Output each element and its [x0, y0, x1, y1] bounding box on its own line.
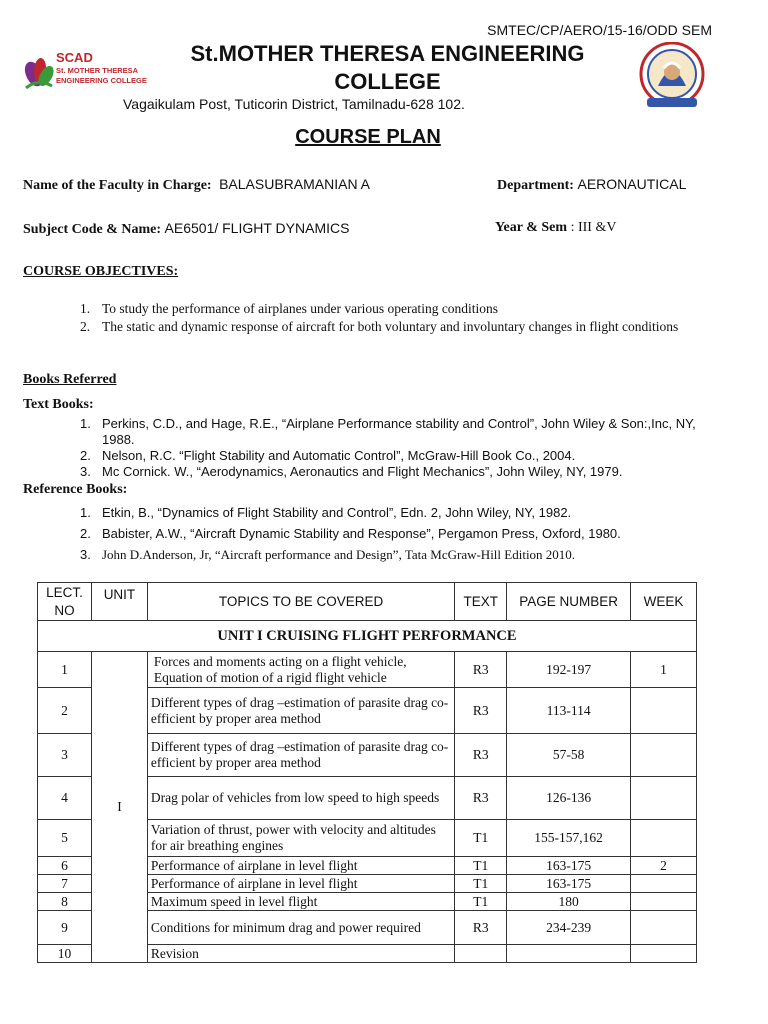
department-field	[497, 176, 686, 194]
item-number: 1.	[80, 301, 91, 316]
item-number: 3.	[80, 464, 91, 479]
list-item	[80, 416, 720, 448]
cell-topic: Performance of airplane in level flight	[147, 857, 454, 875]
item-text: The static and dynamic response of aircraft for both voluntary and involuntary changes in flight conditions	[102, 319, 679, 334]
college-address: Vagaikulam Post, Tuticorin District, Tamilnadu-628 102.	[123, 96, 465, 112]
logo-line3: ENGINEERING COLLEGE	[56, 76, 147, 85]
item-number: 2.	[80, 319, 91, 334]
table-header-row	[38, 583, 697, 621]
cell-week	[631, 893, 697, 911]
header-topics: TOPICS TO BE COVERED	[147, 583, 454, 621]
cell-week: 1	[631, 652, 697, 688]
list-item	[80, 464, 720, 480]
item-text: Mc Cornick. W., “Aerodynamics, Aeronautics and Flight Mechanics”, John Wiley, NY, 1979.	[102, 464, 623, 479]
department-label: Department:	[497, 178, 574, 193]
cell-week	[631, 777, 697, 820]
list-item	[80, 502, 720, 523]
cell-text: R3	[455, 652, 507, 688]
cell-topic: Performance of airplane in level flight	[147, 875, 454, 893]
cell-text: R3	[455, 911, 507, 945]
cell-week	[631, 911, 697, 945]
year-sem-label: Year & Sem	[495, 220, 568, 235]
header-text: TEXT	[455, 583, 507, 621]
cell-topic: Revision	[147, 945, 454, 963]
document-code: SMTEC/CP/AERO/15-16/ODD SEM	[487, 22, 712, 38]
text-books-list	[80, 416, 720, 480]
reference-books-list	[80, 502, 720, 565]
cell-lect-no: 10	[38, 945, 92, 963]
cell-page: 163-175	[507, 857, 631, 875]
lecture-plan-table	[37, 582, 697, 963]
cell-page: 163-175	[507, 875, 631, 893]
cell-week	[631, 820, 697, 857]
item-text: To study the performance of airplanes under various operating conditions	[102, 301, 499, 316]
list-item	[80, 544, 720, 565]
books-heading: Books Referred	[23, 372, 117, 387]
cell-topic: Different types of drag –estimation of parasite drag co-efficient by proper area method	[147, 688, 454, 734]
unit-title-row	[38, 621, 697, 652]
item-text: Babister, A.W., “Aircraft Dynamic Stability and Response”, Pergamon Press, Oxford, 1980.	[102, 526, 621, 541]
cell-page: 155-157,162	[507, 820, 631, 857]
item-number: 2.	[80, 526, 91, 541]
item-text: John D.Anderson, Jr, “Aircraft performance and Design”, Tata McGraw-Hill Edition 2010.	[102, 547, 576, 562]
cell-unit: I	[91, 652, 147, 963]
item-number: 2.	[80, 448, 91, 463]
cell-week	[631, 688, 697, 734]
cell-text: R3	[455, 688, 507, 734]
cell-page: 113-114	[507, 688, 631, 734]
cell-text: T1	[455, 893, 507, 911]
cell-text	[455, 945, 507, 963]
college-seal-right	[623, 42, 721, 110]
item-text: Perkins, C.D., and Hage, R.E., “Airplane Performance stability and Control”, John Wiley & Son:,Inc, NY, 1988.	[102, 416, 696, 447]
faculty-field	[23, 176, 370, 194]
item-number: 1.	[80, 416, 91, 431]
cell-lect-no: 3	[38, 734, 92, 777]
list-item	[80, 318, 690, 336]
cell-text: T1	[455, 875, 507, 893]
item-text: Nelson, R.C. “Flight Stability and Automatic Control”, McGraw-Hill Book Co., 2004.	[102, 448, 576, 463]
faculty-label: Name of the Faculty in Charge:	[23, 178, 212, 193]
cell-page: 234-239	[507, 911, 631, 945]
item-number: 3.	[80, 547, 91, 562]
cell-lect-no: 2	[38, 688, 92, 734]
objectives-heading: COURSE OBJECTIVES:	[23, 264, 179, 279]
item-text: Etkin, B., “Dynamics of Flight Stability and Control”, Edn. 2, John Wiley, NY, 1982.	[102, 505, 572, 520]
cell-week	[631, 875, 697, 893]
cell-page: 192-197	[507, 652, 631, 688]
college-name: St.MOTHER THERESA ENGINEERING COLLEGE	[190, 41, 585, 94]
header-lect-no: LECT. NO	[38, 583, 92, 621]
cell-lect-no: 9	[38, 911, 92, 945]
logo-line2: St. MOTHER THERESA	[56, 66, 139, 75]
objectives-list	[80, 300, 690, 336]
faculty-value: BALASUBRAMANIAN A	[219, 176, 371, 192]
header-page-number: PAGE NUMBER	[507, 583, 631, 621]
cell-topic: Maximum speed in level flight	[147, 893, 454, 911]
year-sem-value: : III &V	[570, 220, 617, 235]
reference-books-label: Reference Books:	[23, 482, 128, 497]
subject-label: Subject Code & Name:	[23, 222, 162, 237]
subject-field	[23, 220, 349, 238]
cell-topic: Variation of thrust, power with velocity and altitudes for air breathing engines	[147, 820, 454, 857]
seal-emblem-icon	[623, 42, 721, 110]
department-value: AERONAUTICAL	[577, 176, 687, 192]
cell-lect-no: 7	[38, 875, 92, 893]
table-row	[38, 652, 697, 688]
list-item	[80, 448, 720, 464]
cell-topic: Different types of drag –estimation of parasite drag co-efficient by proper area method	[147, 734, 454, 777]
header-week: WEEK	[631, 583, 697, 621]
cell-text: T1	[455, 820, 507, 857]
cell-page: 180	[507, 893, 631, 911]
cell-page: 57-58	[507, 734, 631, 777]
logo-line1: SCAD	[56, 50, 93, 65]
cell-lect-no: 5	[38, 820, 92, 857]
cell-topic: Conditions for minimum drag and power required	[147, 911, 454, 945]
list-item	[80, 523, 720, 544]
cell-page	[507, 945, 631, 963]
college-logo-left	[22, 48, 147, 96]
header-unit: UNIT	[91, 583, 147, 621]
text-books-label: Text Books:	[23, 397, 94, 412]
cell-week: 2	[631, 857, 697, 875]
list-item	[80, 300, 690, 318]
cell-lect-no: 8	[38, 893, 92, 911]
cell-lect-no: 1	[38, 652, 92, 688]
cell-text: R3	[455, 734, 507, 777]
cell-lect-no: 6	[38, 857, 92, 875]
cell-week	[631, 734, 697, 777]
cell-text: R3	[455, 777, 507, 820]
unit-title: UNIT I CRUISING FLIGHT PERFORMANCE	[38, 621, 697, 652]
page-title: COURSE PLAN	[295, 126, 441, 148]
cell-week	[631, 945, 697, 963]
subject-value: AE6501/ FLIGHT DYNAMICS	[164, 220, 350, 236]
cell-lect-no: 4	[38, 777, 92, 820]
cell-page: 126-136	[507, 777, 631, 820]
cell-text: T1	[455, 857, 507, 875]
cell-topic: Drag polar of vehicles from low speed to high speeds	[147, 777, 454, 820]
item-number: 1.	[80, 505, 91, 520]
year-sem-field	[495, 220, 616, 236]
cell-topic: Forces and moments acting on a flight vehicle, Equation of motion of a rigid flight vehicle	[147, 652, 454, 688]
